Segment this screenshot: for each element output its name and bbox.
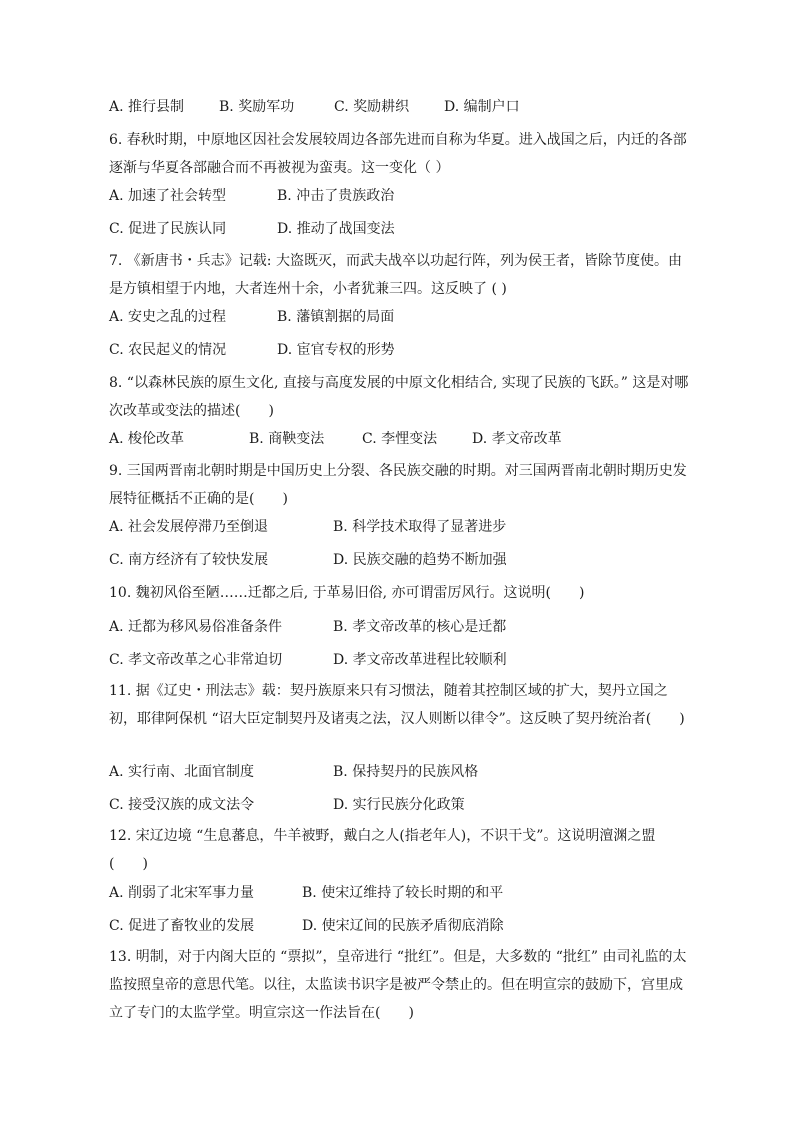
answer-option: A. 安史之乱的过程 bbox=[109, 309, 227, 325]
answer-option: C. 奖励耕织 bbox=[334, 99, 410, 115]
answer-option: A. 实行南、北面官制度 bbox=[109, 764, 255, 780]
answer-option: A. 迁都为移风易俗准备条件 bbox=[109, 619, 283, 635]
answer-option: D. 使宋辽间的民族矛盾彻底消除 bbox=[302, 918, 504, 934]
answer-option: A. 社会发展停滞乃至倒退 bbox=[109, 519, 269, 535]
answer-option: D. 民族交融的趋势不断加强 bbox=[333, 552, 507, 568]
question-stem: 7. 《新唐书・兵志》记载: 大盗既灭，而武夫战卒以功起行阵，列为侯王者，皆除节度使。由是方镇相望于内地，大者连州十余，小者犹兼三四。这反映了 ( ) bbox=[109, 253, 682, 297]
answer-option: C. 促进了畜牧业的发展 bbox=[109, 918, 255, 934]
option-row bbox=[109, 517, 689, 537]
question-stem: 9. 三国两晋南北朝时期是中国历史上分裂、各民族交融的时期。对三国两晋南北朝时期历史发展特征概括不正确的是( ) bbox=[109, 463, 687, 507]
option-row bbox=[109, 186, 689, 206]
answer-option: B. 保持契丹的民族风格 bbox=[333, 764, 479, 780]
option-row bbox=[109, 97, 689, 117]
answer-option: D. 孝文帝改革 bbox=[472, 431, 562, 447]
question-stem: 13. 明制，对于内阁大臣的 “票拟”，皇帝进行 “批红”。但是，大多数的 “批红” 由司礼监的太监按照皇帝的意思代笔。以往，太监读书识字是被严令禁止的。但在明宣宗的鼓励下，宫里成立了专门的太监学堂。明宣宗这一作法旨在( ) bbox=[109, 949, 687, 1021]
answer-option: B. 藩镇割据的局面 bbox=[277, 309, 395, 325]
answer-option: D. 实行民族分化政策 bbox=[333, 797, 465, 813]
answer-option: B. 奖励军功 bbox=[219, 99, 295, 115]
option-row bbox=[109, 340, 689, 360]
answer-option: C. 农民起义的情况 bbox=[109, 342, 227, 358]
answer-option: B. 商鞅变法 bbox=[249, 431, 325, 447]
answer-option: A. 削弱了北宋军事力量 bbox=[109, 885, 255, 901]
option-row bbox=[109, 762, 689, 782]
option-row bbox=[109, 617, 689, 637]
option-row bbox=[109, 650, 689, 670]
option-row bbox=[109, 916, 689, 936]
answer-option: C. 李悝变法 bbox=[362, 431, 438, 447]
answer-option: B. 科学技术取得了显著进步 bbox=[333, 519, 507, 535]
option-row bbox=[109, 307, 689, 327]
question-stem: 8. “以森林民族的原生文化, 直接与高度发展的中原文化相结合, 实现了民族的飞跃。” 这是对哪次改革或变法的描述( ) bbox=[109, 375, 689, 419]
answer-option: A. 梭伦改革 bbox=[109, 431, 185, 447]
answer-option: C. 促进了民族认同 bbox=[109, 221, 227, 237]
question-stem: 10. 魏初风俗至陋……迁都之后, 于革易旧俗, 亦可谓雷厉风行。这说明( ) bbox=[109, 585, 585, 601]
option-row bbox=[109, 883, 689, 903]
answer-option: A. 推行县制 bbox=[109, 99, 185, 115]
option-row bbox=[109, 795, 689, 815]
question-stem: 6. 春秋时期，中原地区因社会发展较周边各部先进而自称为华夏。进入战国之后，内迁的各部逐渐与华夏各部融合而不再被视为蛮夷。这一变化（ ） bbox=[109, 132, 687, 176]
answer-option: B. 冲击了贵族政治 bbox=[277, 188, 395, 204]
answer-option: C. 孝文帝改革之心非常迫切 bbox=[109, 652, 283, 668]
answer-option: A. 加速了社会转型 bbox=[109, 188, 227, 204]
answer-option: B. 孝文帝改革的核心是迁都 bbox=[333, 619, 507, 635]
answer-option: C. 接受汉族的成文法令 bbox=[109, 797, 255, 813]
option-row bbox=[109, 219, 689, 239]
answer-option: D. 孝文帝改革进程比较顺利 bbox=[333, 652, 507, 668]
option-row bbox=[109, 429, 689, 449]
question-stem: 12. 宋辽边境 “生息蕃息，牛羊被野，戴白之人(指老年人)，不识干戈”。这说明澶渊之盟( ) bbox=[109, 828, 656, 872]
option-row bbox=[109, 550, 689, 570]
answer-option: C. 南方经济有了较快发展 bbox=[109, 552, 269, 568]
answer-option: D. 编制户口 bbox=[444, 99, 520, 115]
answer-option: D. 宦官专权的形势 bbox=[277, 342, 395, 358]
answer-option: B. 使宋辽维持了较长时期的和平 bbox=[302, 885, 504, 901]
answer-option: D. 推动了战国变法 bbox=[277, 221, 395, 237]
question-stem: 11. 据《辽史・刑法志》载：契丹族原来只有习惯法，随着其控制区域的扩大，契丹立国之初，耶律阿保机 “诏大臣定制契丹及诸夷之法，汉人则断以律令”。这反映了契丹统治者( ) bbox=[109, 683, 685, 727]
